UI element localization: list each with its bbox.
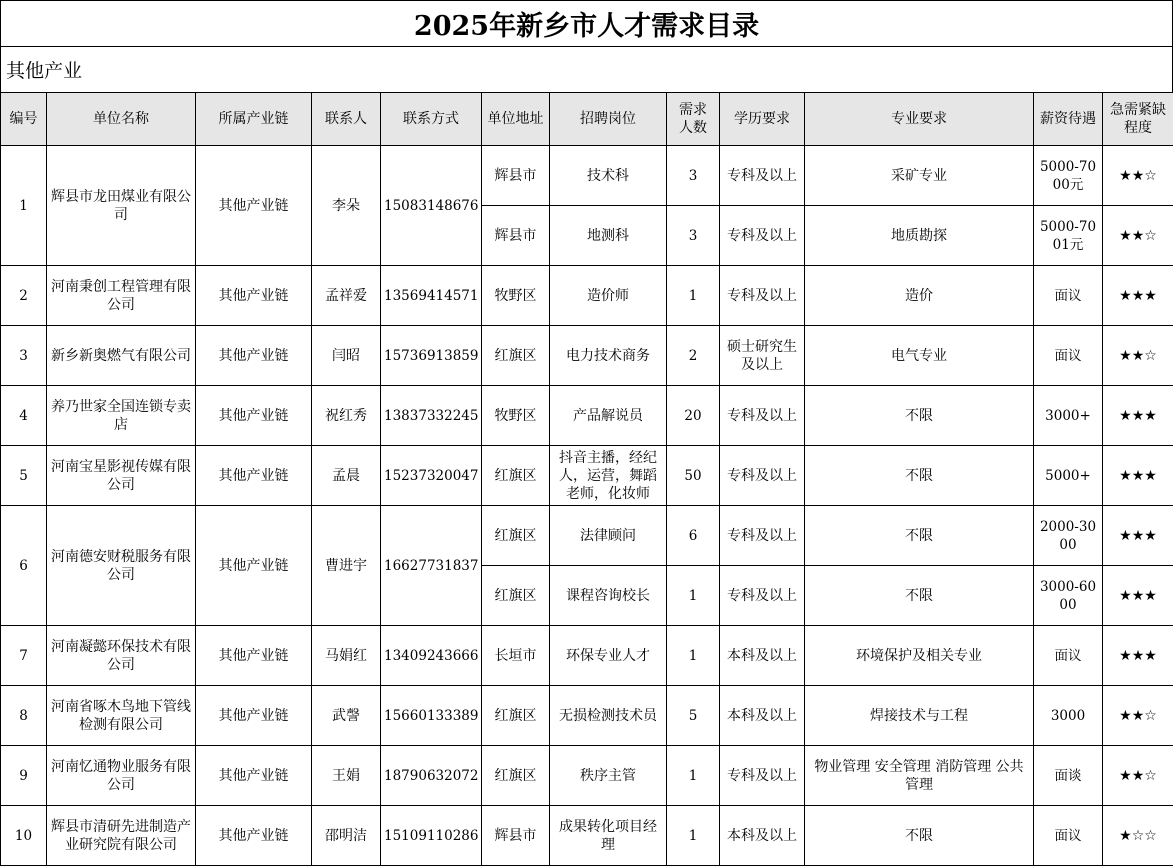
- cell-urgency: ★★★: [1103, 266, 1173, 326]
- header-count: 需求人数: [667, 93, 720, 146]
- table-row: [1, 266, 1173, 326]
- cell-industry-chain: 其他产业链: [196, 746, 312, 806]
- header-salary: 薪资待遇: [1034, 93, 1103, 146]
- cell-education: 专科及以上: [720, 386, 805, 446]
- cell-no: 5: [1, 446, 47, 506]
- header-company: 单位名称: [47, 93, 196, 146]
- cell-salary: 5000-7001元: [1034, 206, 1103, 266]
- cell-salary: 面议: [1034, 626, 1103, 686]
- cell-phone: 15237320047: [381, 446, 482, 506]
- cell-education: 本科及以上: [720, 686, 805, 746]
- cell-contact-person: 孟祥爱: [312, 266, 381, 326]
- cell-industry-chain: 其他产业链: [196, 806, 312, 866]
- cell-phone: 15109110286: [381, 806, 482, 866]
- cell-salary: 3000+: [1034, 386, 1103, 446]
- cell-post: 造价师: [550, 266, 667, 326]
- talent-table: [0, 92, 1173, 866]
- cell-address: 红旗区: [482, 326, 550, 386]
- cell-urgency: ★★★: [1103, 626, 1173, 686]
- cell-phone: 18790632072: [381, 746, 482, 806]
- header-urgency: 急需紧缺程度: [1103, 93, 1173, 146]
- cell-urgency: ★★★: [1103, 446, 1173, 506]
- cell-industry-chain: 其他产业链: [196, 686, 312, 746]
- cell-major: 采矿专业: [805, 146, 1034, 206]
- cell-major: 环境保护及相关专业: [805, 626, 1034, 686]
- cell-post: 成果转化项目经理: [550, 806, 667, 866]
- cell-address: 红旗区: [482, 746, 550, 806]
- cell-no: 6: [1, 506, 47, 626]
- table-row: [1, 146, 1173, 206]
- cell-salary: 面议: [1034, 806, 1103, 866]
- cell-urgency: ★★☆: [1103, 746, 1173, 806]
- cell-major: 不限: [805, 566, 1034, 626]
- cell-education: 专科及以上: [720, 446, 805, 506]
- cell-urgency: ★★☆: [1103, 146, 1173, 206]
- table-body: [1, 146, 1173, 866]
- cell-no: 4: [1, 386, 47, 446]
- cell-urgency: ★★★: [1103, 566, 1173, 626]
- cell-urgency: ★★☆: [1103, 686, 1173, 746]
- header-row: [1, 93, 1173, 146]
- cell-contact-person: 曹进宇: [312, 506, 381, 626]
- cell-no: 7: [1, 626, 47, 686]
- cell-post: 法律顾问: [550, 506, 667, 566]
- cell-no: 8: [1, 686, 47, 746]
- cell-industry-chain: 其他产业链: [196, 446, 312, 506]
- cell-major: 造价: [805, 266, 1034, 326]
- cell-count: 50: [667, 446, 720, 506]
- cell-phone: 13837332245: [381, 386, 482, 446]
- cell-salary: 5000+: [1034, 446, 1103, 506]
- cell-count: 6: [667, 506, 720, 566]
- cell-salary: 面谈: [1034, 746, 1103, 806]
- cell-post: 秩序主管: [550, 746, 667, 806]
- cell-phone: 13569414571: [381, 266, 482, 326]
- cell-address: 辉县市: [482, 206, 550, 266]
- cell-urgency: ★☆☆: [1103, 806, 1173, 866]
- section-title: 其他产业: [0, 46, 1173, 92]
- cell-phone: 15083148676: [381, 146, 482, 266]
- header-chain: 所属产业链: [196, 93, 312, 146]
- cell-education: 本科及以上: [720, 806, 805, 866]
- table-row: [1, 506, 1173, 566]
- table-row: [1, 806, 1173, 866]
- cell-urgency: ★★★: [1103, 506, 1173, 566]
- page-title: 2025年新乡市人才需求目录: [0, 0, 1173, 46]
- cell-industry-chain: 其他产业链: [196, 146, 312, 266]
- cell-industry-chain: 其他产业链: [196, 326, 312, 386]
- cell-address: 长垣市: [482, 626, 550, 686]
- cell-contact-person: 王娟: [312, 746, 381, 806]
- cell-address: 牧野区: [482, 266, 550, 326]
- cell-company-name: 河南省啄木鸟地下管线检测有限公司: [47, 686, 196, 746]
- cell-major: 地质勘探: [805, 206, 1034, 266]
- cell-contact-person: 马娟红: [312, 626, 381, 686]
- cell-count: 3: [667, 146, 720, 206]
- table-row: [1, 326, 1173, 386]
- cell-count: 20: [667, 386, 720, 446]
- cell-contact-person: 邵明洁: [312, 806, 381, 866]
- cell-count: 5: [667, 686, 720, 746]
- cell-address: 牧野区: [482, 386, 550, 446]
- cell-industry-chain: 其他产业链: [196, 626, 312, 686]
- cell-contact-person: 祝红秀: [312, 386, 381, 446]
- cell-education: 专科及以上: [720, 206, 805, 266]
- header-contact: 联系人: [312, 93, 381, 146]
- cell-company-name: 辉县市清研先进制造产业研究院有限公司: [47, 806, 196, 866]
- cell-industry-chain: 其他产业链: [196, 266, 312, 326]
- cell-phone: 15736913859: [381, 326, 482, 386]
- cell-post: 产品解说员: [550, 386, 667, 446]
- cell-company-name: 河南忆通物业服务有限公司: [47, 746, 196, 806]
- cell-company-name: 新乡新奥燃气有限公司: [47, 326, 196, 386]
- cell-post: 环保专业人才: [550, 626, 667, 686]
- cell-salary: 5000-7000元: [1034, 146, 1103, 206]
- cell-major: 不限: [805, 806, 1034, 866]
- table-row: [1, 626, 1173, 686]
- cell-company-name: 养乃世家全国连锁专卖店: [47, 386, 196, 446]
- header-phone: 联系方式: [381, 93, 482, 146]
- cell-contact-person: 武謦: [312, 686, 381, 746]
- cell-address: 辉县市: [482, 806, 550, 866]
- cell-major: 焊接技术与工程: [805, 686, 1034, 746]
- cell-education: 专科及以上: [720, 746, 805, 806]
- cell-education: 专科及以上: [720, 266, 805, 326]
- header-address: 单位地址: [482, 93, 550, 146]
- cell-salary: 3000-6000: [1034, 566, 1103, 626]
- cell-major: 物业管理 安全管理 消防管理 公共管理: [805, 746, 1034, 806]
- cell-major: 电气专业: [805, 326, 1034, 386]
- table-row: [1, 686, 1173, 746]
- cell-no: 1: [1, 146, 47, 266]
- cell-salary: 面议: [1034, 266, 1103, 326]
- cell-company-name: 河南宝星影视传媒有限公司: [47, 446, 196, 506]
- cell-no: 2: [1, 266, 47, 326]
- cell-contact-person: 闫昭: [312, 326, 381, 386]
- cell-post: 地测科: [550, 206, 667, 266]
- cell-post: 电力技术商务: [550, 326, 667, 386]
- cell-education: 专科及以上: [720, 146, 805, 206]
- cell-industry-chain: 其他产业链: [196, 386, 312, 446]
- table-row: [1, 386, 1173, 446]
- cell-education: 本科及以上: [720, 626, 805, 686]
- cell-education: 专科及以上: [720, 566, 805, 626]
- header-post: 招聘岗位: [550, 93, 667, 146]
- cell-contact-person: 孟晨: [312, 446, 381, 506]
- cell-industry-chain: 其他产业链: [196, 506, 312, 626]
- cell-urgency: ★★☆: [1103, 326, 1173, 386]
- cell-post: 无损检测技术员: [550, 686, 667, 746]
- cell-phone: 13409243666: [381, 626, 482, 686]
- cell-count: 1: [667, 566, 720, 626]
- cell-address: 红旗区: [482, 566, 550, 626]
- cell-major: 不限: [805, 506, 1034, 566]
- cell-phone: 16627731837: [381, 506, 482, 626]
- cell-salary: 3000: [1034, 686, 1103, 746]
- cell-address: 红旗区: [482, 686, 550, 746]
- cell-count: 1: [667, 806, 720, 866]
- cell-education: 硕士研究生及以上: [720, 326, 805, 386]
- cell-company-name: 河南德安财税服务有限公司: [47, 506, 196, 626]
- cell-major: 不限: [805, 386, 1034, 446]
- cell-no: 10: [1, 806, 47, 866]
- cell-education: 专科及以上: [720, 506, 805, 566]
- cell-major: 不限: [805, 446, 1034, 506]
- cell-address: 红旗区: [482, 506, 550, 566]
- cell-count: 1: [667, 626, 720, 686]
- cell-phone: 15660133389: [381, 686, 482, 746]
- cell-count: 3: [667, 206, 720, 266]
- cell-urgency: ★★★: [1103, 386, 1173, 446]
- header-no: 编号: [1, 93, 47, 146]
- cell-company-name: 河南凝懿环保技术有限公司: [47, 626, 196, 686]
- cell-count: 2: [667, 326, 720, 386]
- cell-address: 红旗区: [482, 446, 550, 506]
- table-row: [1, 746, 1173, 806]
- cell-no: 9: [1, 746, 47, 806]
- cell-post: 技术科: [550, 146, 667, 206]
- cell-post: 抖音主播，经纪人，运营，舞蹈老师，化妆师: [550, 446, 667, 506]
- cell-company-name: 辉县市龙田煤业有限公司: [47, 146, 196, 266]
- cell-salary: 2000-3000: [1034, 506, 1103, 566]
- cell-contact-person: 李朵: [312, 146, 381, 266]
- cell-address: 辉县市: [482, 146, 550, 206]
- cell-salary: 面议: [1034, 326, 1103, 386]
- cell-post: 课程咨询校长: [550, 566, 667, 626]
- cell-company-name: 河南秉创工程管理有限公司: [47, 266, 196, 326]
- cell-no: 3: [1, 326, 47, 386]
- header-education: 学历要求: [720, 93, 805, 146]
- cell-count: 1: [667, 746, 720, 806]
- cell-count: 1: [667, 266, 720, 326]
- table-row: [1, 446, 1173, 506]
- header-major: 专业要求: [805, 93, 1034, 146]
- cell-urgency: ★★☆: [1103, 206, 1173, 266]
